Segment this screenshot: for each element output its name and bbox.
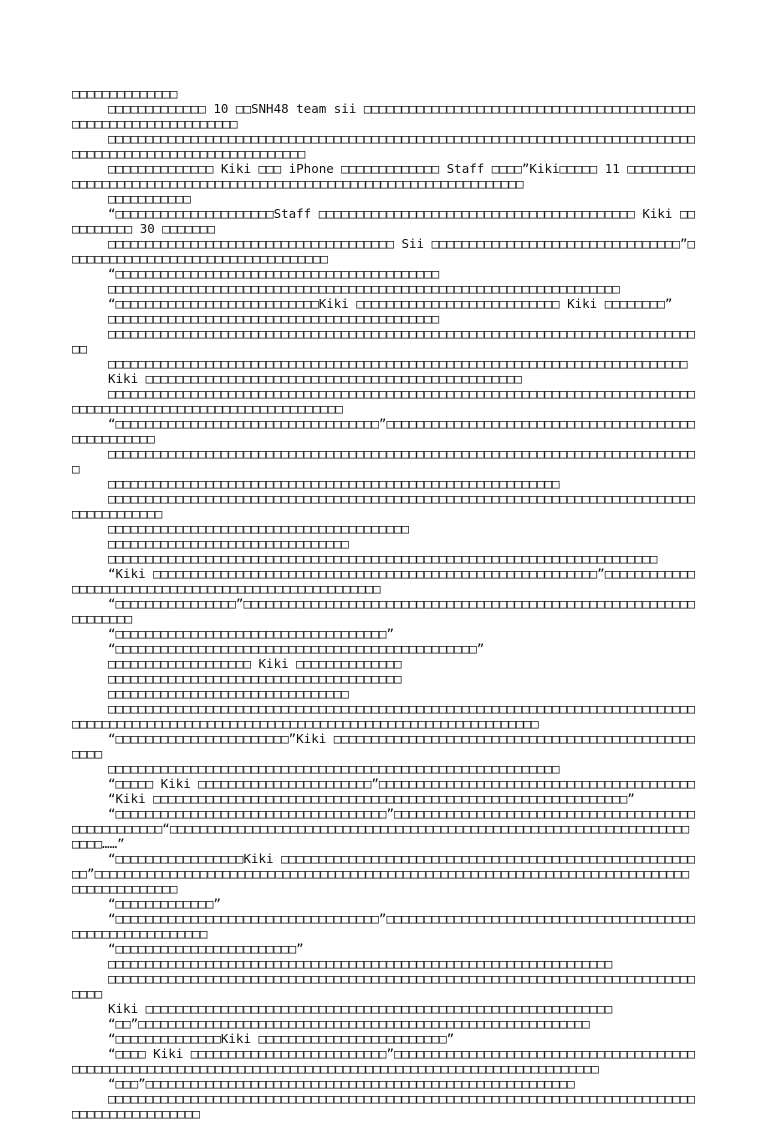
- paragraph: “Kiki □□□□□□□□□□□□□□□□□□□□□□□□□□□□□□□□□□□□□□□□□□□□□□□□□□□□□□□□□□□”□□□□□□□□□□□□□□□□□□□□□□□□□□□□□□□□□□□□□□□□□□□□□□□□□□□□□: [72, 566, 695, 596]
- paragraph: □□□□□□□□□□□□□□□□□□□□□□□□□□□□□□□□□□□□□□□□□□□□□□□□□□□□□□□□□□□□□□□□□□□□□□□□□□□□□□□□□□: [72, 971, 695, 1001]
- paragraph: □□□□□□□□□□□□□□□□□□□□□□□□□□□□□□□□: [108, 536, 349, 551]
- paragraph: “□□□□□□□□□□□□□□□□”□□□□□□□□□□□□□□□□□□□□□□□□□□□□□□□□□□□□□□□□□□□□□□□□□□□□□□□□□□□□□□□□□□□□: [72, 596, 695, 626]
- document-page: [72, 86, 696, 1121]
- paragraph: “□□□□□□□□□□□□□□□□□□□□□□□□□□□□□□□□□□□□□□□□□□□: [108, 266, 440, 281]
- paragraph: □□□□□□□□□□□□□□□□□□□□□□□□□□□□□□□□□□□□□□□□□□□□□□□□□□□□□□□□□□□□□□□□□□□□□□□□□□□□□□□□□□□□□□□□□□: [72, 491, 695, 521]
- paragraph: □□□□□□□□□□□□□□□□□□□□□□□□□□□□□□□□□□□□□□□□□□□□□□□□□□□□□□□□□□□□□□□□□□□□□□□□□: [108, 551, 658, 566]
- paragraph: □□□□□□□□□□□: [108, 191, 191, 206]
- paragraph: □□□□□□□□□□□□□□□□□□□□□□□□□□□□□□□□: [108, 686, 349, 701]
- paragraph: □□□□□□□□□□□□□□□□□□□□□□□□□□□□□□□□□□□□□□□□□□□□: [108, 311, 440, 326]
- paragraph: “□□□□□□□□□□□□□”: [108, 896, 221, 911]
- paragraph: “□□□□□□□□□□□□□□□□□□□□□□□□□□□□□□□□□□□□”□□□□□□□□□□□□□□□□□□□□□□□□□□□□□□□□□□□□□□□□□□□□□□□□□□□□“□□□□□□□□□□□□□□□□□□□□□□□□□□□□□□□□□□□□□□□□□□□□□□□□□□□□□□□□□□□□□□□□□□□□□□□□□……”: [72, 806, 695, 851]
- paragraph: “□□□□□□□□□□□□□□□□□□□□□□□□□□□Kiki □□□□□□□□□□□□□□□□□□□□□□□□□□□ Kiki □□□□□□□□”: [108, 296, 673, 311]
- paragraph: “□□”□□□□□□□□□□□□□□□□□□□□□□□□□□□□□□□□□□□□□□□□□□□□□□□□□□□□□□□□□□□□: [108, 1016, 590, 1031]
- paragraph: □□□□□□□□□□□□□□□□□□□□□□□□□□□□□□□□□□□□□□□□□□□□□□□□□□□□□□□□□□□□□□□□□□□□□□□□□□□□□□□□□□□□□□□□□□□□□□□□□□□□□□□□□□□□□□□□□□: [72, 386, 695, 416]
- paragraph: “Kiki □□□□□□□□□□□□□□□□□□□□□□□□□□□□□□□□□□□□□□□□□□□□□□□□□□□□□□□□□□□□□□□”: [108, 791, 635, 806]
- paragraph: Kiki □□□□□□□□□□□□□□□□□□□□□□□□□□□□□□□□□□□□□□□□□□□□□□□□□□: [108, 371, 522, 386]
- paragraph: “□□□□ Kiki □□□□□□□□□□□□□□□□□□□□□□□□□□”□□□□□□□□□□□□□□□□□□□□□□□□□□□□□□□□□□□□□□□□□□□□□□□□□□□□□□□□□□□□□□□□□□□□□□□□□□□□□□□□□□□□□□□□□□□□□□□□□□□□□□□□□□□□□□: [72, 1046, 695, 1076]
- paragraph: “□□□□□□□□□□□□□□□□□□□□□□□□□□□□□□□□□□□”□□□□□□□□□□□□□□□□□□□□□□□□□□□□□□□□□□□□□□□□□□□□□□□□□□□□: [72, 416, 695, 446]
- paragraph: □□□□□□□□□□□□□□□□□□□□□□□□□□□□□□□□□□□□□□□□□□□□□□□□□□□□□□□□□□□□□□□□□□□□□□□□□□□□□□□: [72, 446, 695, 476]
- paragraph: □□□□□□□□□□□□□□□□□□□□□□□□□□□□□□□□□□□□□□□□□□□□□□□□□□□□□□□□□□□□□□□□□□□□: [108, 281, 620, 296]
- paragraph: “□□□□□ Kiki □□□□□□□□□□□□□□□□□□□□□□□”□□□□□□□□□□□□□□□□□□□□□□□□□□□□□□□□□□□□□□□□□□: [108, 776, 695, 791]
- paragraph: “□□□□□□□□□□□□□□Kiki □□□□□□□□□□□□□□□□□□□□□□□□□”: [108, 1031, 455, 1046]
- paragraph: □□□□□□□□□□□□□□□□□□□□□□□□□□□□□□□□□□□□□□□□□□□□□□□□□□□□□□□□□□□□□□□□□□□□□□□□□□□□□□□□□□□□□□□□□□□□□□□□□□□□□□□□□□□□□: [72, 131, 695, 161]
- paragraph: □□□□□□□□□□□□□□□□□□□□□□□□□□□□□□□□□□□□□□□□□□□□□□□□□□□□□□□□□□□□□□□□□□□□□□□□□□□□□□□□□□□□□□□□□□□□□□□: [72, 1091, 695, 1121]
- paragraph: □□□□□□□□□□□□□□: [72, 86, 178, 101]
- paragraph: □□□□□□□□□□□□□□□□□□□□□□□□□□□□□□□□□□□□□□□□□□□□□□□□□□□□□□□□□□□□□□□□□□□□□□□□□□□□□: [108, 356, 688, 371]
- paragraph: □□□□□□□□□□□□□□□□□□□ Kiki □□□□□□□□□□□□□□: [108, 656, 402, 671]
- paragraph: “□□□□□□□□□□□□□□□□□Kiki □□□□□□□□□□□□□□□□□□□□□□□□□□□□□□□□□□□□□□□□□□□□□□□□□□□□□□□□□”□□□□□□□□□□□□□□□□□□□□□□□□□□□□□□□□□□□□□□□□□□□□□□□□□□□□□□□□□□□□□□□□□□□□□□□□□□□□□□□□□□□□□□□□□□□□□: [72, 851, 695, 896]
- paragraph: □□□□□□□□□□□□□□□□□□□□□□□□□□□□□□□□□□□□□□□□□□□□□□□□□□□□□□□□□□□□□□□□□□□□□□□□□□□□□□□□□□□□□□□□□□□□□□□□□□□□□□□□□□□□□□□□□□□□□□□□□□□□□□□□□□□□□□□□□□□□: [72, 701, 695, 731]
- paragraph: □□□□□□□□□□□□□□□□□□□□□□□□□□□□□□□□□□□□□□ Sii □□□□□□□□□□□□□□□□□□□□□□□□□□□□□□□□□”□□□□□□□□□□□□□□□□□□□□□□□□□□□□□□□□□□□: [72, 236, 695, 266]
- paragraph: “□□□□□□□□□□□□□□□□□□□□□□□□”: [108, 941, 304, 956]
- paragraph: □□□□□□□□□□□□□□□□□□□□□□□□□□□□□□□□□□□□□□□: [108, 671, 402, 686]
- paragraph: □□□□□□□□□□□□□□□□□□□□□□□□□□□□□□□□□□□□□□□□□□□□□□□□□□□□□□□□□□□□: [108, 476, 560, 491]
- paragraph: “□□□□□□□□□□□□□□□□□□□□□□□□□□□□□□□□□□□□”: [108, 626, 394, 641]
- paragraph: □□□□□□□□□□□□□□□□□□□□□□□□□□□□□□□□□□□□□□□□□□□□□□□□□□□□□□□□□□□□□□□□□□□: [108, 956, 613, 971]
- paragraph: “□□□□□□□□□□□□□□□□□□□□□Staff □□□□□□□□□□□□□□□□□□□□□□□□□□□□□□□□□□□□□□□□□□ Kiki □□□□□□□□□□ 30 □□□□□□□: [72, 206, 695, 236]
- paragraph: □□□□□□□□□□□□□□ Kiki □□□ iPhone □□□□□□□□□□□□□ Staff □□□□”Kiki□□□□□ 11 □□□□□□□□□□□□□□□□□□□□□□□□□□□□□□□□□□□□□□□□□□□□□□□□□□□□□□□□□□□□□□□□□□□□□: [72, 161, 695, 191]
- paragraph: “□□□”□□□□□□□□□□□□□□□□□□□□□□□□□□□□□□□□□□□□□□□□□□□□□□□□□□□□□□□□□: [108, 1076, 575, 1091]
- paragraph: “□□□□□□□□□□□□□□□□□□□□□□□□□□□□□□□□□□□□□□□□□□□□□□□□”: [108, 641, 485, 656]
- paragraph: □□□□□□□□□□□□□□□□□□□□□□□□□□□□□□□□□□□□□□□□□□□□□□□□□□□□□□□□□□□□□□□□□□□□□□□□□□□□□□□□: [72, 326, 695, 356]
- paragraph: Kiki □□□□□□□□□□□□□□□□□□□□□□□□□□□□□□□□□□□□□□□□□□□□□□□□□□□□□□□□□□□□□□: [108, 1001, 613, 1016]
- paragraph: “□□□□□□□□□□□□□□□□□□□□□□□”Kiki □□□□□□□□□□□□□□□□□□□□□□□□□□□□□□□□□□□□□□□□□□□□□□□□□□□□: [72, 731, 695, 761]
- paragraph: “□□□□□□□□□□□□□□□□□□□□□□□□□□□□□□□□□□□”□□□□□□□□□□□□□□□□□□□□□□□□□□□□□□□□□□□□□□□□□□□□□□□□□□□□□□□□□□□: [72, 911, 695, 941]
- paragraph: □□□□□□□□□□□□□ 10 □□SNH48 team sii □□□□□□□□□□□□□□□□□□□□□□□□□□□□□□□□□□□□□□□□□□□□□□□□□□□□□□□□□□□□□□□□□□: [72, 101, 695, 131]
- paragraph: □□□□□□□□□□□□□□□□□□□□□□□□□□□□□□□□□□□□□□□□: [108, 521, 410, 536]
- paragraph: □□□□□□□□□□□□□□□□□□□□□□□□□□□□□□□□□□□□□□□□□□□□□□□□□□□□□□□□□□□□: [108, 761, 560, 776]
